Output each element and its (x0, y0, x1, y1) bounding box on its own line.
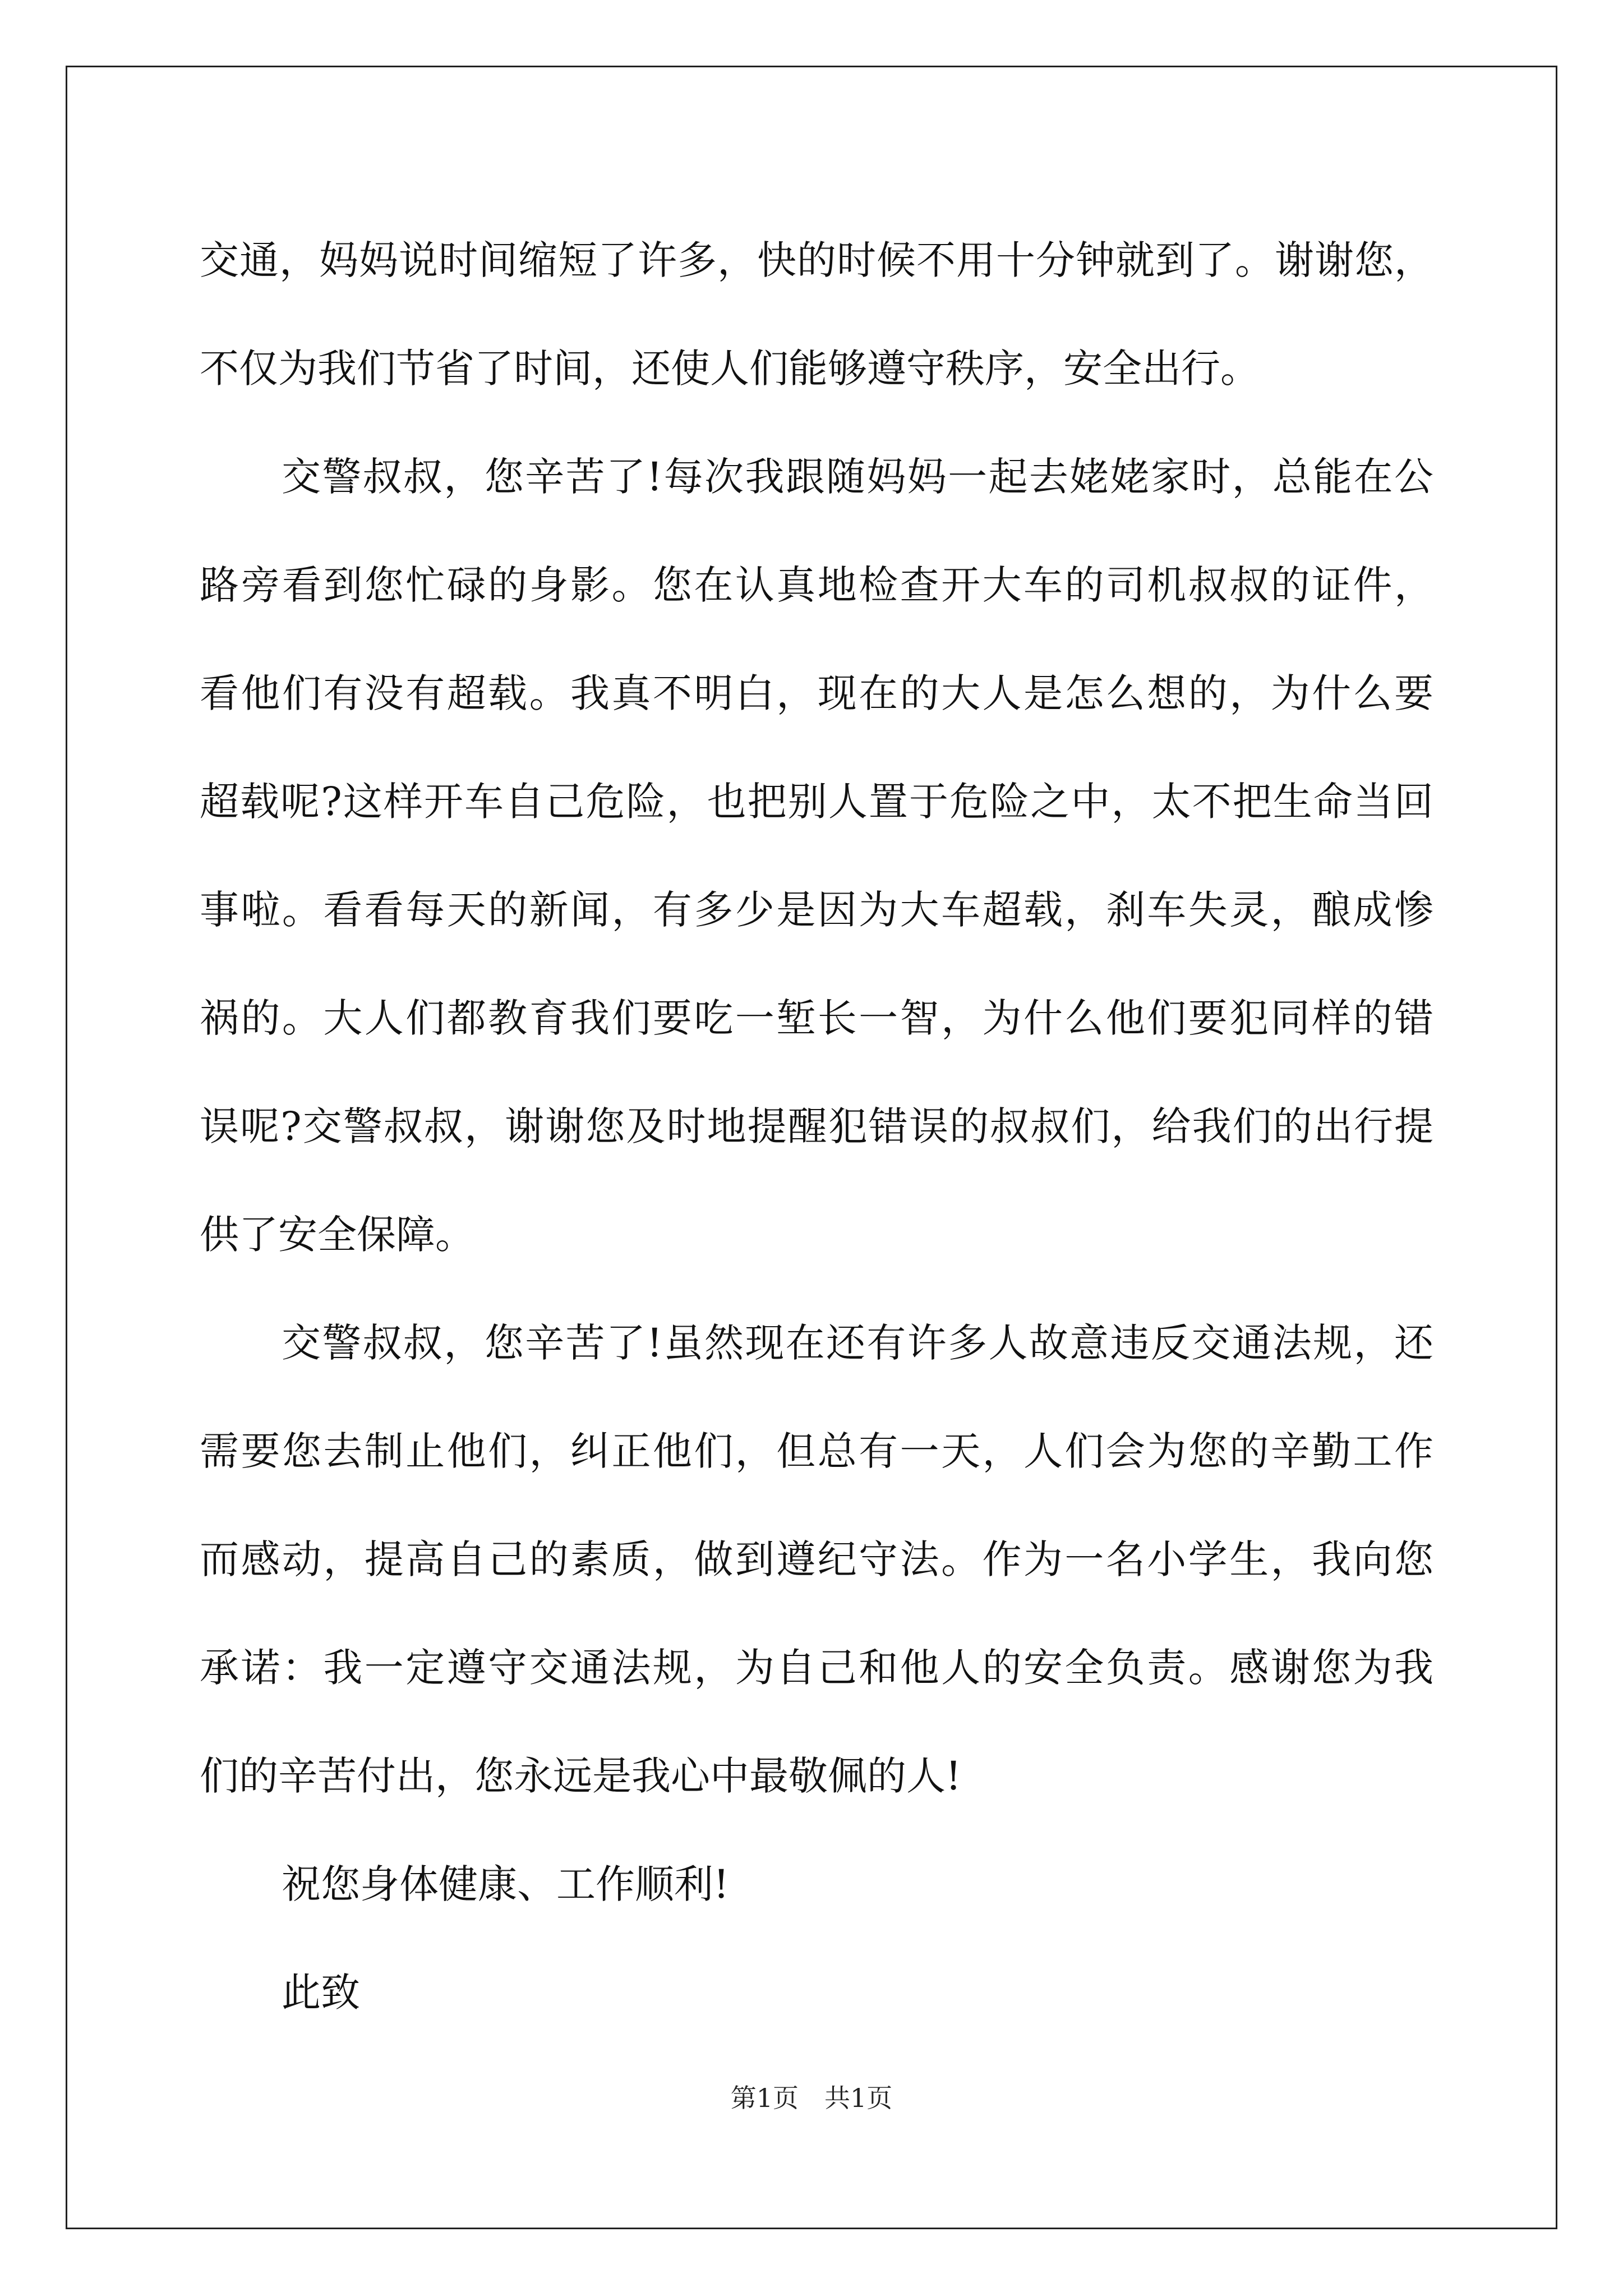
letter-body (200, 206, 1433, 2047)
text-line-12: 需要您去制止他们，纠正他们，但总有一天，人们会为您的辛勤工作 (200, 1428, 1433, 1474)
page-number-current: 第1页 (730, 2083, 799, 2113)
text-line-9: 误呢?交警叔叔，谢谢您及时地提醒犯错误的叔叔们，给我们的出行提 (200, 1103, 1433, 1149)
text-line-8: 祸的。大人们都教育我们要吃一堑长一智，为什么他们要犯同样的错 (200, 995, 1433, 1041)
text-line-11: 交警叔叔，您辛苦了!虽然现在还有许多人故意违反交通法规，还 (282, 1320, 1433, 1366)
text-line-1: 交通，妈妈说时间缩短了许多，快的时候不用十分钟就到了。谢谢您， (200, 237, 1433, 283)
text-line-10: 供了安全保障。 (200, 1212, 474, 1258)
page-number-total: 共1页 (824, 2083, 893, 2113)
text-line-15: 们的辛苦付出，您永远是我心中最敬佩的人! (200, 1753, 962, 1799)
text-line-13: 而感动，提高自己的素质，做到遵纪守法。作为一名小学生，我向您 (200, 1536, 1433, 1582)
text-line-7: 事啦。看看每天的新闻，有多少是因为大车超载，刹车失灵，酿成惨 (200, 887, 1433, 933)
text-line-4: 路旁看到您忙碌的身影。您在认真地检查开大车的司机叔叔的证件， (200, 562, 1433, 608)
text-line-16: 祝您身体健康、工作顺利! (282, 1861, 730, 1907)
page-footer (0, 2081, 1623, 2115)
text-line-14: 承诺：我一定遵守交通法规，为自己和他人的安全负责。感谢您为我 (200, 1645, 1433, 1691)
text-line-17: 此致 (282, 1970, 360, 2016)
text-line-3: 交警叔叔，您辛苦了!每次我跟随妈妈一起去姥姥家时，总能在公 (282, 454, 1433, 500)
text-line-2: 不仅为我们节省了时间，还使人们能够遵守秩序，安全出行。 (200, 346, 1260, 392)
text-line-5: 看他们有没有超载。我真不明白，现在的大人是怎么想的，为什么要 (200, 670, 1433, 716)
text-line-6: 超载呢?这样开车自己危险，也把别人置于危险之中，太不把生命当回 (200, 779, 1433, 825)
